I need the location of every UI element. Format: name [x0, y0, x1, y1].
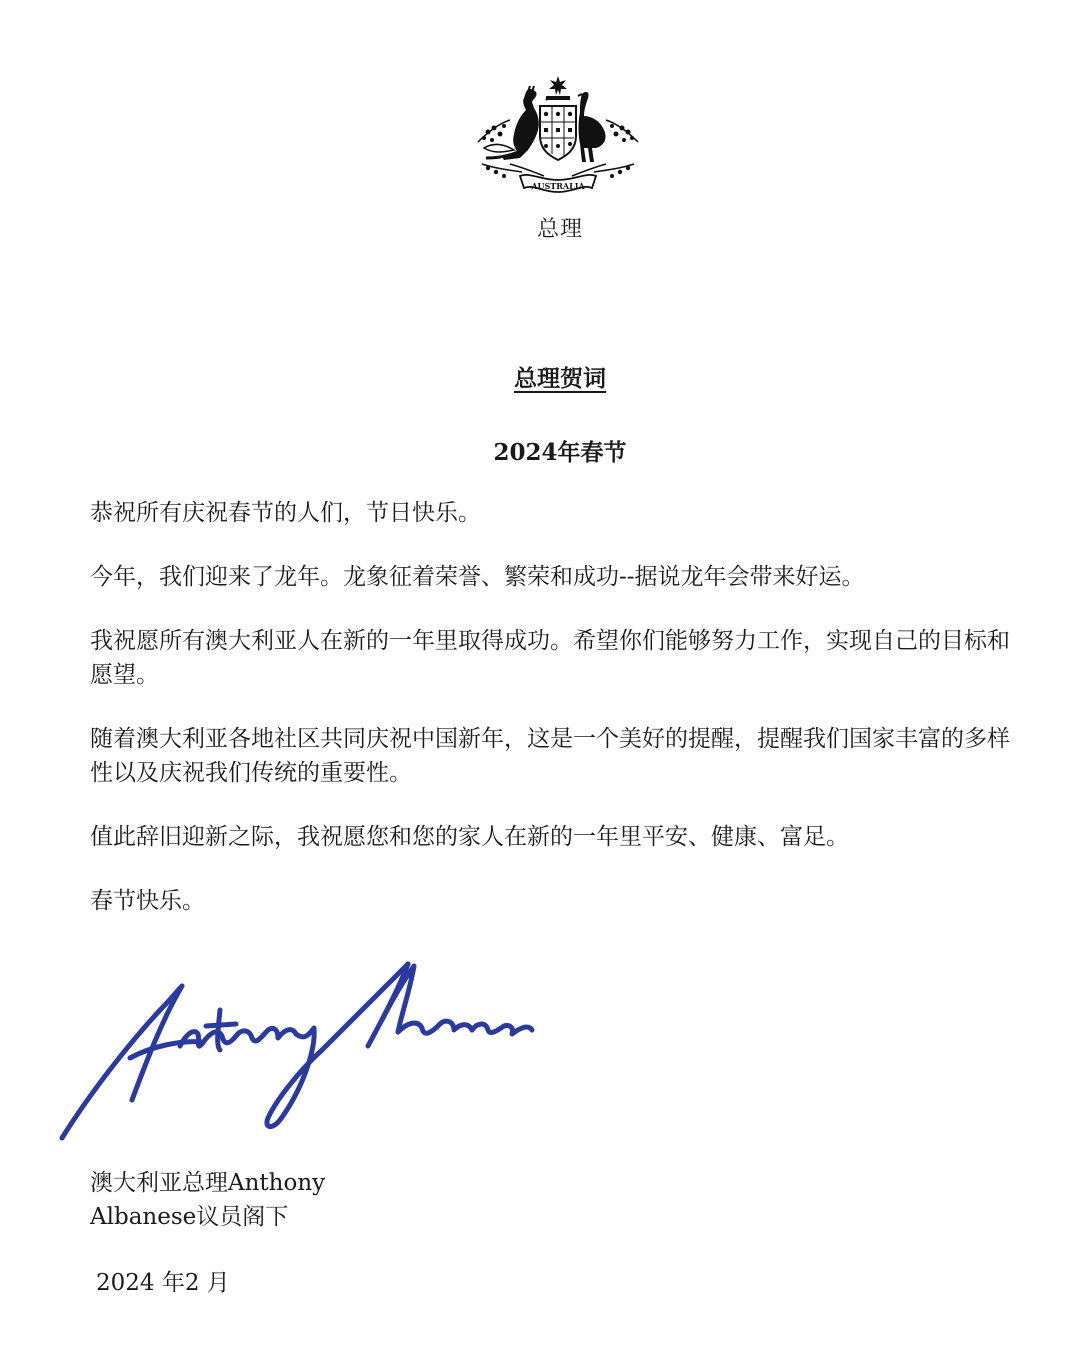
letter-date: 2024 年2 月 [96, 1270, 230, 1296]
emu-icon [578, 92, 606, 162]
office-heading: 总理 [536, 217, 583, 242]
paragraph-new-year: 值此辞旧迎新之际，我祝愿您和您的家人在新的一年里平安、健康、富足。 [90, 824, 849, 850]
letter-title [0, 360, 1080, 393]
letter-title-text: 总理贺词 [514, 365, 606, 392]
signatory-line-1: 澳大利亚总理Anthony [90, 1170, 326, 1196]
shield-icon [540, 106, 576, 160]
paragraph-closing: 春节快乐。 [90, 888, 205, 914]
paragraph-wishes: 我祝愿所有澳大利亚人在新的一年里取得成功。希望你们能够努力工作，实现自己的目标和愿望。 [90, 628, 1010, 688]
coat-of-arms-icon [474, 72, 642, 202]
paragraph-dragon-year: 今年，我们迎来了龙年。龙象征着荣誉、繁荣和成功--据说龙年会带来好运。 [90, 564, 865, 590]
signatory-line-2: Albanese议员阁下 [90, 1204, 289, 1230]
paragraph-greeting: 恭祝所有庆祝春节的人们，节日快乐。 [90, 500, 481, 526]
crest-banner-text: AUSTRALIA [531, 181, 585, 191]
commonwealth-star-icon [549, 76, 567, 95]
handwritten-signature [52, 950, 542, 1150]
signatory-block [90, 1166, 325, 1234]
letter-body [90, 496, 1020, 948]
paragraph-community: 随着澳大利亚各地社区共同庆祝中国新年，这是一个美好的提醒，提醒我们国家丰富的多样性以及庆祝我们传统的重要性。 [90, 726, 1010, 786]
letter-subtitle: 2024年春节 [493, 439, 627, 466]
banner-scroll [520, 175, 596, 192]
